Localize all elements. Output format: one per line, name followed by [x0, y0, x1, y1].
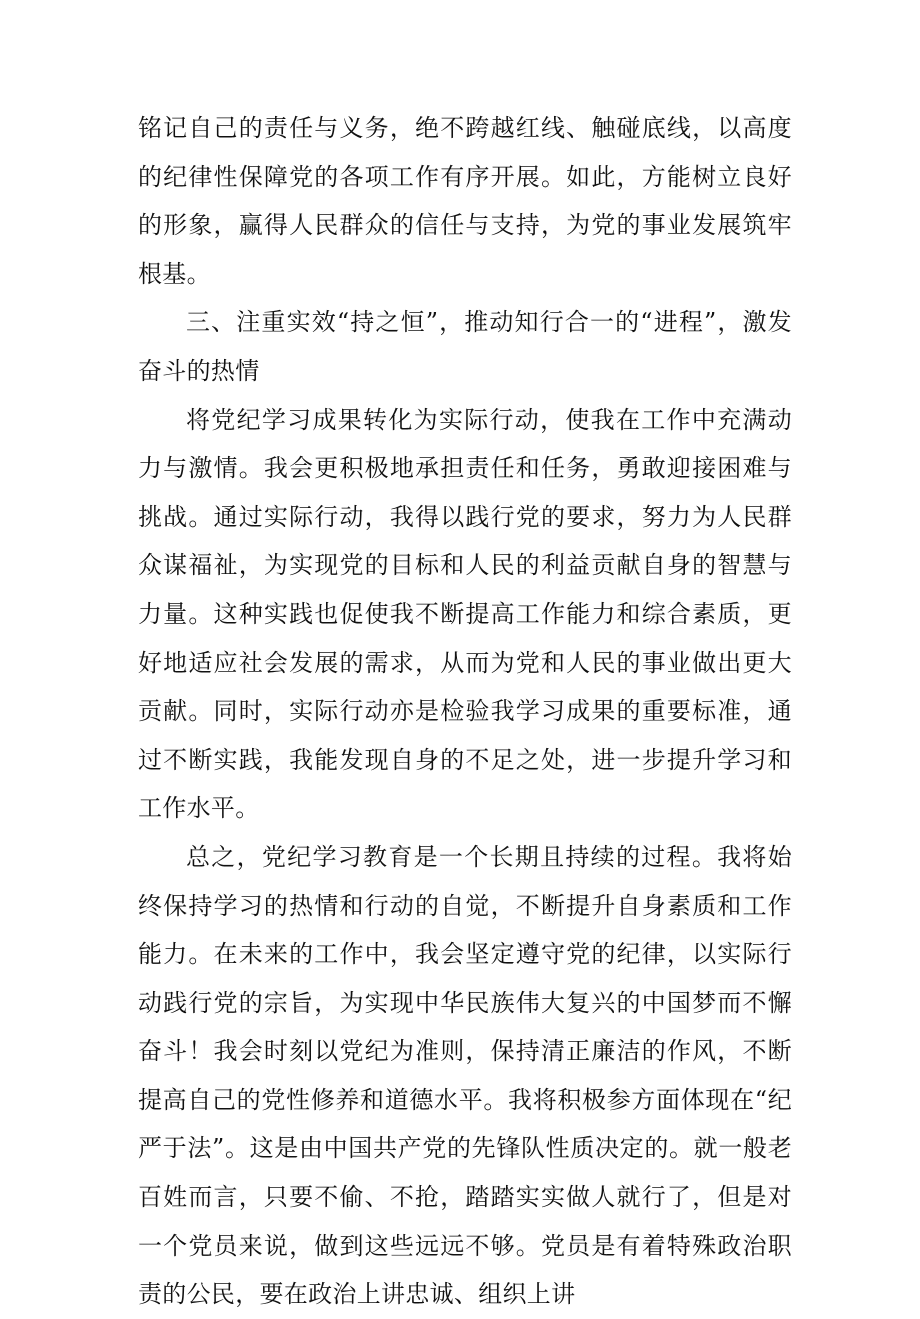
paragraph-action: 将党纪学习成果转化为实际行动，使我在工作中充满动力与激情。我会更积极地承担责任和任务，勇敢迎接困难与挑战。通过实际行动，我得以践行党的要求，努力为人民群众谋福祉，为实现党的目标和人民的利益贡献自身的智慧与力量。这种实践也促使我不断提高工作能力和综合素质，更好地适应社会发展的需求，从而为党和人民的事业做出更大贡献。同时，实际行动亦是检验我学习成果的重要标准，通过不断实践，我能发现自身的不足之处，进一步提升学习和工作水平。 [138, 405, 792, 823]
document-body [138, 104, 792, 1319]
section-heading: 三、注重实效“持之恒”，推动知行合一的“进程”，激发奋斗的热情 [138, 308, 792, 385]
paragraph-conclusion: 总之，党纪学习教育是一个长期且持续的过程。我将始终保持学习的热情和行动的自觉，不断提升自身素质和工作能力。在未来的工作中，我会坚定遵守党的纪律，以实际行动践行党的宗旨，为实现中华民族伟大复兴的中国梦而不懈奋斗！我会时刻以党纪为准则，保持清正廉洁的作风，不断提高自己的党性修养和道德水平。我将积极参方面体现在“纪严于法”。这是由中国共产党的先锋队性质决定的。就一般老百姓而言，只要不偷、不抢，踏踏实实做人就行了，但是对一个党员来说，做到这些远远不够。党员是有着特殊政治职责的公民，要在政治上讲忠诚、组织上讲 [138, 842, 792, 1309]
paragraph-continuation: 铭记自己的责任与义务，绝不跨越红线、触碰底线，以高度的纪律性保障党的各项工作有序开展。如此，方能树立良好的形象，赢得人民群众的信任与支持，为党的事业发展筑牢根基。 [138, 114, 792, 288]
